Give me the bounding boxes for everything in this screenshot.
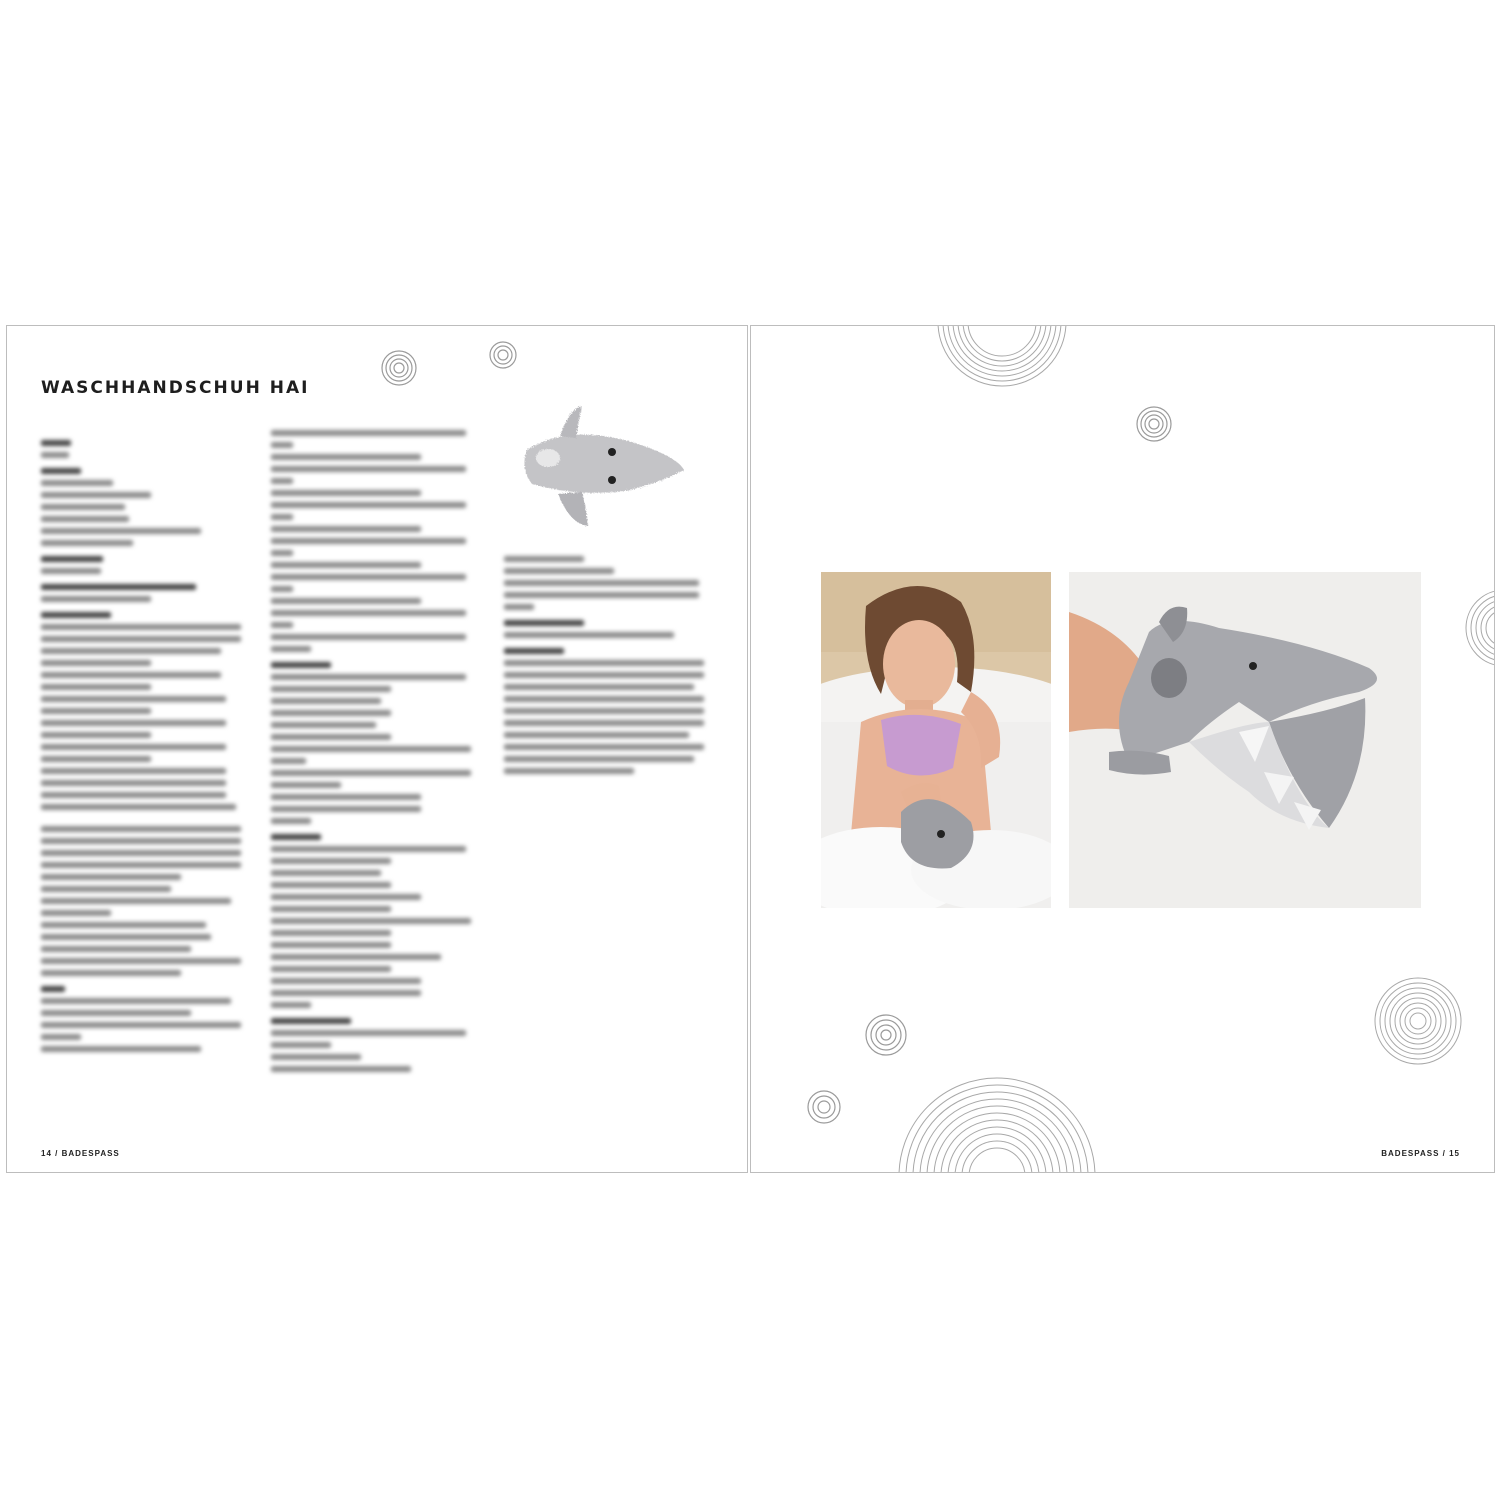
concentric-circles-decoration [381, 350, 417, 386]
concentric-circles-decoration [1136, 406, 1172, 442]
concentric-circles-decoration [489, 341, 517, 369]
concentric-circles-decoration [807, 1090, 841, 1124]
book-spread [6, 325, 1494, 1173]
instructions-column-1 [41, 430, 241, 1058]
instructions-column-2 [271, 430, 481, 1078]
concentric-circles-decoration [1464, 588, 1494, 668]
photo-hand-with-shark-mitt [1069, 572, 1421, 908]
concentric-circles-decoration [897, 1076, 1097, 1172]
right-page [750, 325, 1495, 1173]
page-number-right: BADESPASS / 15 [1381, 1149, 1460, 1158]
shark-product-image [512, 402, 692, 530]
photo-girl-in-bathtub [821, 572, 1051, 908]
instructions-column-3 [504, 556, 714, 780]
page-number-left: 14 / BADESPASS [41, 1149, 120, 1158]
concentric-circles-decoration [1373, 976, 1463, 1066]
concentric-circles-decoration [937, 326, 1067, 388]
concentric-circles-decoration [865, 1014, 907, 1056]
left-page [6, 325, 748, 1173]
page-title: WASCHHANDSCHUH HAI [41, 378, 310, 398]
